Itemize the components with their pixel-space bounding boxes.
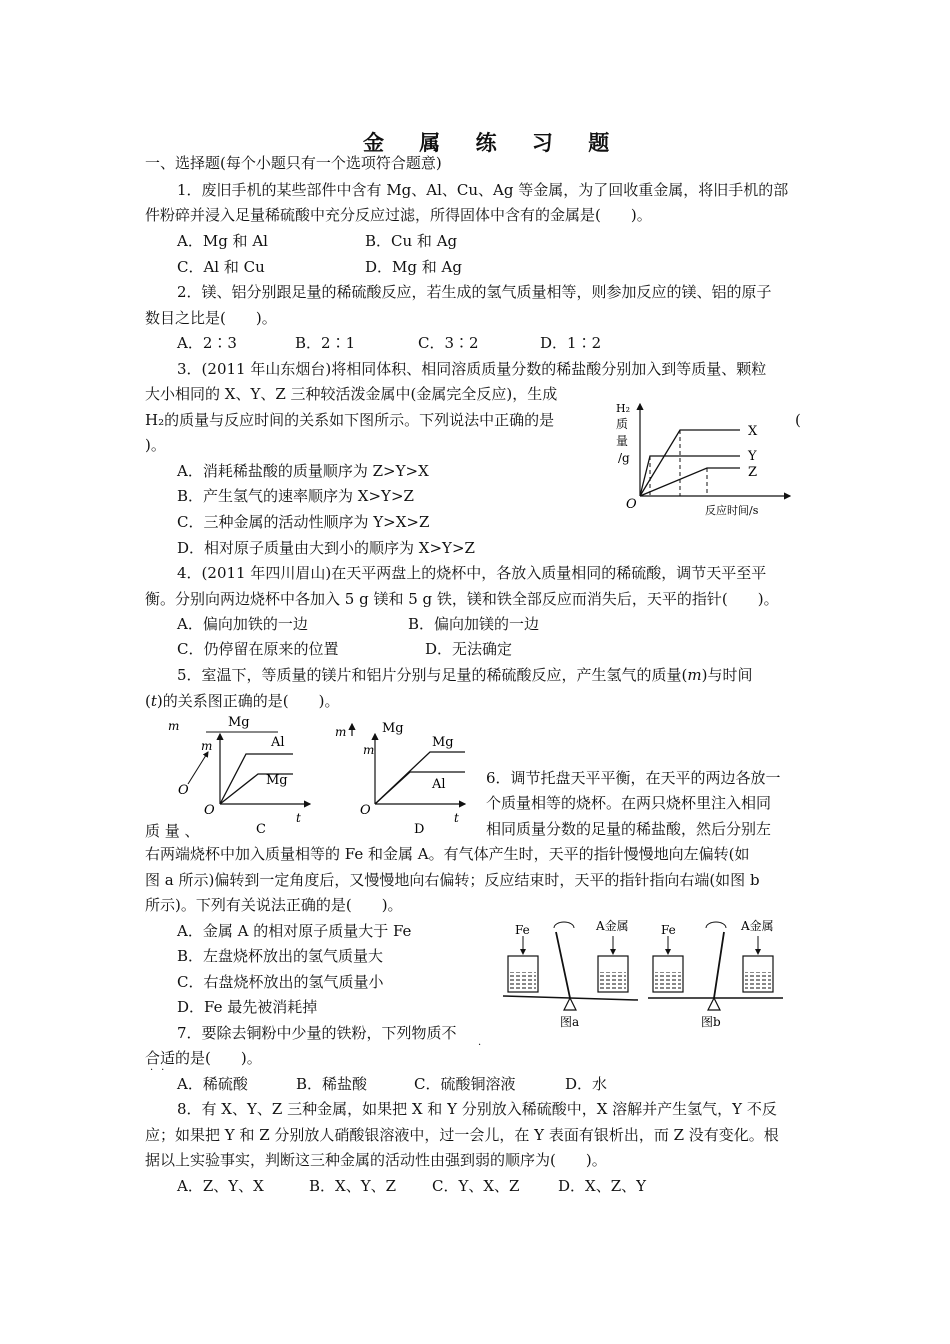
q3-option-c: C．三种金属的活动性顺序为 Y>X>Z <box>177 513 430 531</box>
q5c-m-mid: m <box>201 739 213 753</box>
balance-a <box>503 918 638 1029</box>
q2-option-b: B．2∶1 <box>295 334 356 352</box>
q7-emphasis-dots: ·· <box>150 1065 173 1076</box>
q3-line2: 大小相同的 X、Y、Z 三种较活泼金属中(金属完全反应)，生成 <box>145 385 558 403</box>
q6-option-d: D．Fe 最先被消耗掉 <box>177 998 318 1016</box>
q3-y-label-unit: /g <box>618 451 630 465</box>
q3-origin: O <box>626 497 637 512</box>
q5-fragment: 质 量 、 <box>145 822 200 840</box>
q2-option-d: D．1∶2 <box>540 334 602 352</box>
q5d-mg-top: Mg <box>382 721 404 736</box>
q3-label-y: Y <box>748 449 757 464</box>
q4-option-d: D．无法确定 <box>425 640 513 658</box>
q6-line4: 右两端烧杯中加入质量相等的 Fe 和金属 A。有气体产生时，天平的指针慢慢地向左偏转(如 <box>145 845 750 863</box>
q8-line3: 据以上实验事实，判断这三种金属的活动性由强到弱的顺序为( )。 <box>145 1151 607 1169</box>
q5d-curve-mg <box>375 752 465 804</box>
q6-line2: 个质量相等的烧杯。在两只烧杯里注入相同 <box>486 794 772 812</box>
q5c-mg-top: Mg <box>228 715 250 730</box>
q2-line1: 2．镁、铝分别跟足量的稀硫酸反应，若生成的氢气质量相等，则参加反应的镁、铝的原子 <box>177 283 772 301</box>
q5d-t: t <box>454 811 459 825</box>
fig-b-caption: 图b <box>701 1015 721 1029</box>
q5c-letter: C <box>256 822 266 834</box>
q5d-curve-al <box>375 772 465 804</box>
q7-line1: 7．要除去铜粉中少量的铁粉，下列物质不 <box>177 1024 457 1042</box>
q5d-origin: O <box>360 803 371 818</box>
page-title: 金 属 练 习 题 <box>363 131 624 155</box>
q5-line1b-text: )与时间 <box>701 666 753 684</box>
q3-label-x: X <box>748 424 758 439</box>
q5-graph-c <box>168 712 318 834</box>
q3-paren-open: ( <box>795 411 801 429</box>
q5d-label-al: Al <box>432 777 446 792</box>
q3-y-label-liang: 量 <box>616 434 629 448</box>
q5-var-m: m <box>687 666 702 684</box>
q1-option-b: B．Cu 和 Ag <box>365 232 458 250</box>
fig-b-metal-label: A金属 <box>741 919 774 933</box>
q3-graph <box>610 398 795 520</box>
q3-line4: )。 <box>145 436 166 454</box>
q5c-t: t <box>296 811 301 825</box>
q5-line1 <box>177 663 753 688</box>
q4-option-b: B．偏向加镁的一边 <box>408 615 540 633</box>
q1-option-d: D．Mg 和 Ag <box>365 258 462 276</box>
q5-graph-d <box>330 712 480 834</box>
q3-label-z: Z <box>748 465 758 480</box>
q5c-origin1: O <box>178 783 189 798</box>
q8-line1: 8．有 X、Y、Z 三种金属，如果把 X 和 Y 分别放入稀硫酸中，X 溶解并产生氢气，Y 不反 <box>177 1100 777 1118</box>
q7-option-d: D．水 <box>565 1075 608 1093</box>
q3-y-label-h2: H₂ <box>616 402 631 415</box>
q5-var-t: t <box>150 692 157 710</box>
q3-y-label-zhi: 质 <box>616 417 629 431</box>
q4-option-a: A．偏向加铁的一边 <box>177 615 308 633</box>
q3-option-a: A．消耗稀盐酸的质量顺序为 Z>Y>X <box>177 462 429 480</box>
q3-option-d: D．相对原子质量由大到小的顺序为 X>Y>Z <box>177 539 475 557</box>
fig-a-caption: 图a <box>560 1015 580 1029</box>
q7-emphasis-dot: · <box>478 1040 482 1051</box>
q6-line6: 所示)。下列有关说法正确的是( )。 <box>145 896 403 914</box>
q2-option-a: A．2∶3 <box>177 334 237 352</box>
q1-line1: 1．废旧手机的某些部件中含有 Mg、Al、Cu、Ag 等金属，为了回收重金属，将旧手机的部 <box>177 181 789 199</box>
q8-option-c: C．Y、X、Z <box>432 1177 520 1195</box>
q3-line3: H₂的质量与反应时间的关系如下图所示。下列说法中正确的是 <box>145 411 555 429</box>
q7-option-b: B．稀盐酸 <box>296 1075 368 1093</box>
balance-b <box>648 918 783 1029</box>
q6-line5: 图 a 所示)偏转到一定角度后，又慢慢地向右偏转；反应结束时，天平的指针指向右端(如图 b <box>145 871 760 889</box>
q5c-label-mg: Mg <box>266 773 288 788</box>
q7-option-c: C．硫酸铜溶液 <box>414 1075 516 1093</box>
q2-option-c: C．3∶2 <box>418 334 479 352</box>
q5-line1-text: 5．室温下，等质量的镁片和铝片分别与足量的稀硫酸反应，产生氢气的质量( <box>177 666 688 684</box>
q5d-label-mg: Mg <box>432 735 454 750</box>
q6-line3: 相同质量分数的足量的稀盐酸，然后分别左 <box>486 820 772 838</box>
q6-line1: 6．调节托盘天平平衡，在天平的两边各放一 <box>486 769 781 787</box>
q3-curve-x <box>640 430 740 496</box>
q3-x-label: 反应时间/s <box>705 504 759 517</box>
q4-option-c: C．仍停留在原来的位置 <box>177 640 339 658</box>
q4-line1: 4．(2011 年四川眉山)在天平两盘上的烧杯中，各放入质量相同的稀硫酸，调节天平至平 <box>177 564 767 582</box>
q6-option-b: B．左盘烧杯放出的氢气质量大 <box>177 947 384 965</box>
q4-line2: 衡。分别向两边烧杯中各加入 5 g 镁和 5 g 铁，镁和铁全部反应而消失后，天平的指针( )。 <box>145 590 779 608</box>
q7-option-a: A．稀硫酸 <box>177 1075 248 1093</box>
q1-option-a: A．Mg 和 Al <box>177 232 268 250</box>
q6-option-c: C．右盘烧杯放出的氢气质量小 <box>177 973 384 991</box>
fig-a-fe-label: Fe <box>515 923 530 937</box>
q7-line2: 合适的是( )。 <box>145 1049 262 1067</box>
fig-b-fe-label: Fe <box>661 923 676 937</box>
q8-option-d: D．X、Z、Y <box>558 1177 647 1195</box>
q2-line2: 数目之比是( )。 <box>145 309 277 327</box>
q8-option-a: A．Z、Y、X <box>177 1177 264 1195</box>
q8-line2: 应；如果把 Y 和 Z 分别放人硝酸银溶液中，过一会儿，在 Y 表面有银析出，而 Z 没有变化。根 <box>145 1126 779 1144</box>
q5d-m-mid: m <box>363 743 375 757</box>
q1-line2: 件粉碎并浸入足量稀硫酸中充分反应过滤，所得固体中含有的金属是( )。 <box>145 206 652 224</box>
q5-line2-text: )的关系图正确的是( )。 <box>156 692 340 710</box>
q5-line2: (t)的关系图正确的是( )。 <box>145 692 340 710</box>
q5c-origin2: O <box>204 803 215 818</box>
q3-option-b: B．产生氢气的速率顺序为 X>Y>Z <box>177 487 414 505</box>
q3-line1: 3．(2011 年山东烟台)将相同体积、相同溶质质量分数的稀盐酸分别加入到等质量、颗粒 <box>177 360 767 378</box>
q1-option-c: C．Al 和 Cu <box>177 258 265 276</box>
q5d-m-top: m <box>335 725 347 739</box>
q5c-label-al: Al <box>271 735 285 750</box>
fig-a-metal-label: A金属 <box>596 919 629 933</box>
q8-option-b: B．X、Y、Z <box>309 1177 397 1195</box>
section-heading: 一、选择题(每个小题只有一个选项符合题意) <box>145 154 442 172</box>
q6-option-a: A．金属 A 的相对原子质量大于 Fe <box>177 922 412 940</box>
q5c-m-top: m <box>168 719 180 733</box>
q5d-letter: D <box>414 822 425 834</box>
q6-balance-figure <box>498 914 794 1034</box>
